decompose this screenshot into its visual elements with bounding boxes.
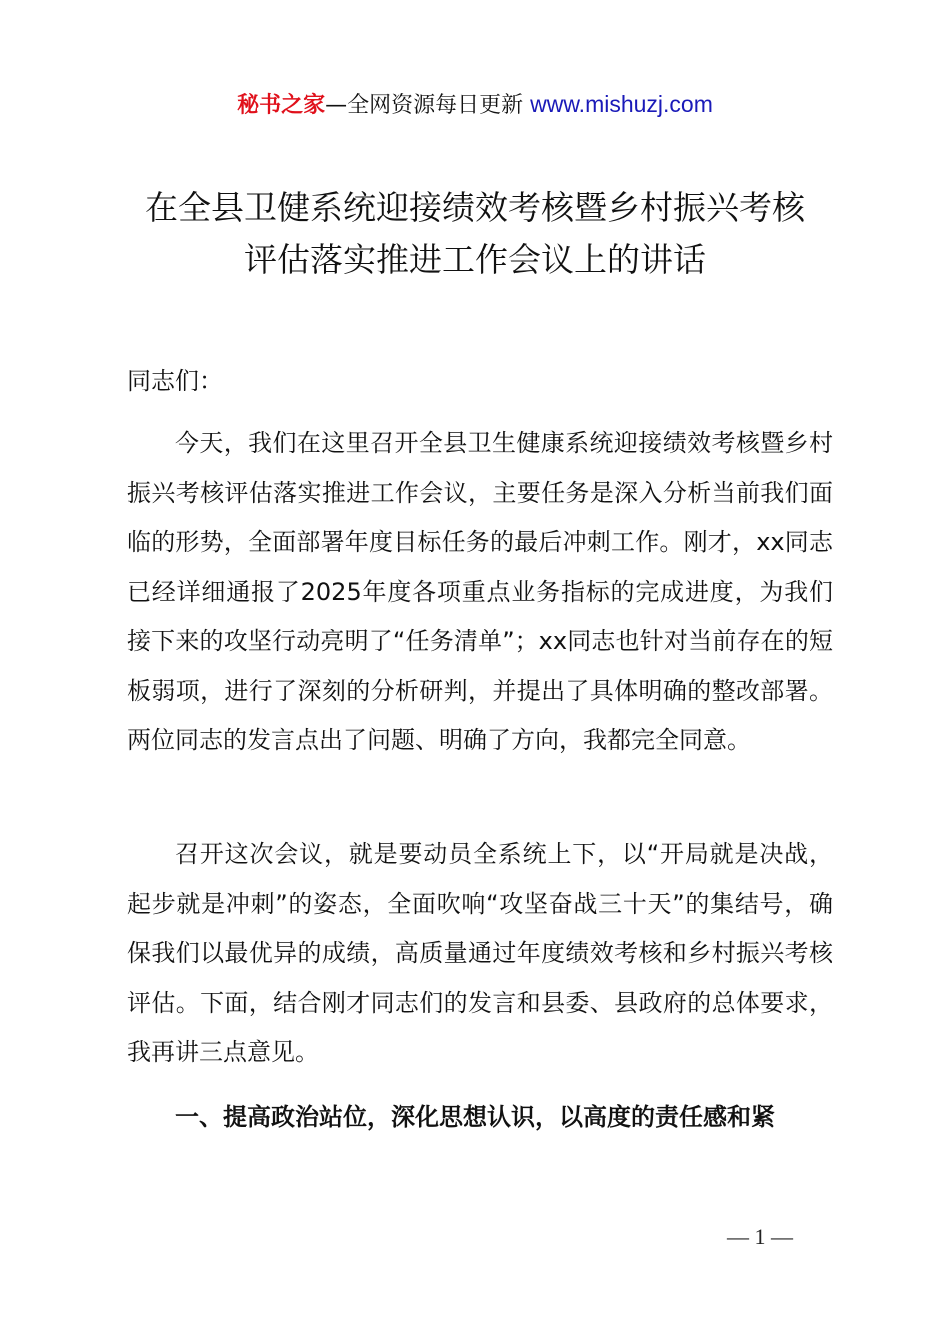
paragraph-2: 召开这次会议，就是要动员全系统上下，以“开局就是决战，起步就是冲刺”的姿态，全面吹响“攻坚奋战三十天”的集结号，确保我们以最优异的成绩，高质量通过年度绩效考核和乡村振兴考核评估。下面，结合刚才同志们的发言和县委、县政府的总体要求，我再讲三点意见。 (127, 840, 833, 1066)
header-tagline: —全网资源每日更新 (325, 93, 524, 118)
page-number: — 1 — (727, 1224, 793, 1249)
document-title (110, 182, 840, 286)
site-header (0, 88, 950, 122)
brand-name: 秘书之家 (237, 93, 326, 118)
section-heading-1: 一、提高政治站位，深化思想认识，以高度的责任感和紧 (175, 1102, 775, 1131)
paragraph-1: 今天，我们在这里召开全县卫生健康系统迎接绩效考核暨乡村振兴考核评估落实推进工作会议，主要任务是深入分析当前我们面临的形势，全面部署年度目标任务的最后冲刺工作。刚才，xx同志已经详细通报了2025年度各项重点业务指标的完成进度，为我们接下来的攻坚行动亮明了“任务清单”；xx同志也针对当前存在的短板弱项，进行了深刻的分析研判，并提出了具体明确的整改部署。两位同志的发言点出了问题、明确了方向，我都完全同意。 (127, 429, 833, 754)
site-url-link[interactable]: www.mishuzj.com (530, 91, 713, 117)
salutation: 同志们： (127, 367, 223, 395)
document-title-line-2: 评估落实推进工作会议上的讲话 (244, 240, 706, 279)
document-title-line-1: 在全县卫健系统迎接绩效考核暨乡村振兴考核 (145, 188, 805, 227)
